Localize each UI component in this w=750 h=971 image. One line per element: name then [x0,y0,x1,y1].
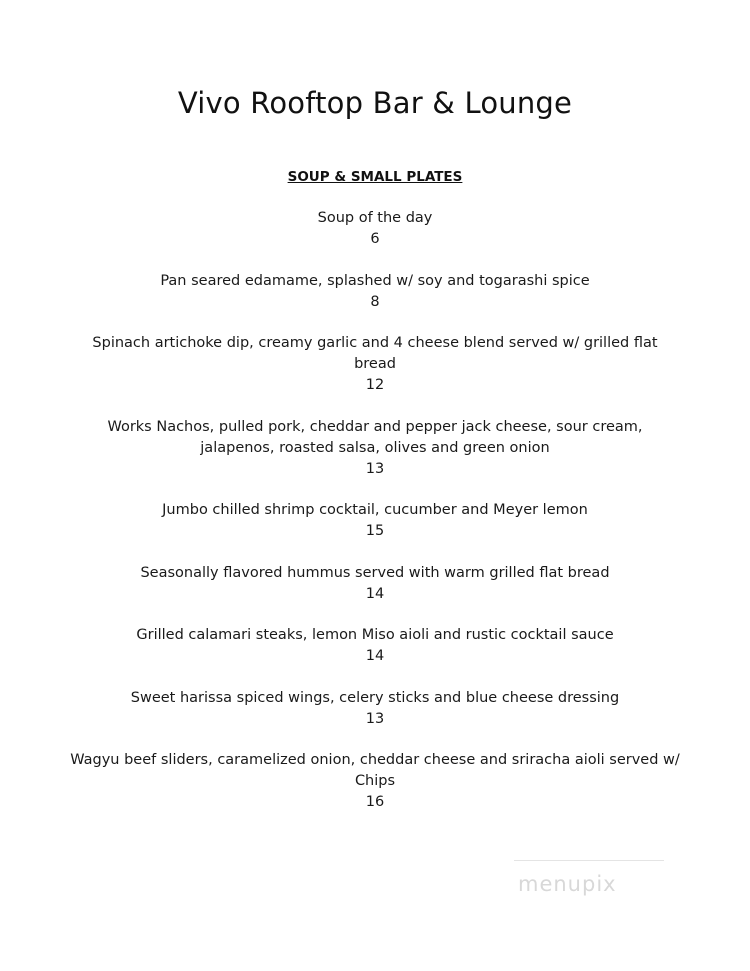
item-description: Wagyu beef sliders, caramelized onion, cheddar cheese and sriracha aioli served w/ Chips [70,752,680,789]
item-description: Works Nachos, pulled pork, cheddar and pepper jack cheese, sour cream, jalapenos, roasted salsa, olives and green onion [107,418,643,456]
item-price: 13 [365,460,385,477]
menu-item [70,750,680,813]
watermark-divider [514,860,664,861]
item-price: 12 [365,377,385,393]
section-heading: SOUP & SMALL PLATES [287,169,463,185]
item-description: Grilled calamari steaks, lemon Miso aioli and rustic cocktail sauce [136,627,614,643]
item-description: Sweet harissa spiced wings, celery sticks and blue cheese dressing [130,689,620,706]
item-description: Soup of the day [317,210,433,226]
item-description: Seasonally flavored hummus served with warm grilled flat bread [140,564,610,581]
item-price: 14 [365,585,385,602]
item-price: 8 [370,293,380,310]
menu-item [70,271,680,313]
menu-item [70,417,680,480]
item-description: Jumbo chilled shrimp cocktail, cucumber and Meyer lemon [162,502,588,518]
item-description: Pan seared edamame, splashed w/ soy and togarashi spice [160,272,590,289]
item-price: 14 [365,648,385,664]
item-price: 13 [365,710,385,727]
item-price: 6 [370,231,380,247]
watermark-logo: menupix [518,872,617,896]
menu-item-list [70,208,680,834]
watermark [500,860,670,910]
item-description: Spinach artichoke dip, creamy garlic and 4 cheese blend served w/ grilled flat bread [92,335,658,372]
menu-item [70,563,680,605]
item-price: 15 [365,523,385,539]
menu-item [70,625,680,667]
menu-item [70,688,680,730]
page-title: Vivo Rooftop Bar & Lounge [177,86,573,120]
menu-item [70,208,680,250]
menu-item [70,333,680,396]
item-price: 16 [365,794,385,810]
menu-item [70,500,680,542]
